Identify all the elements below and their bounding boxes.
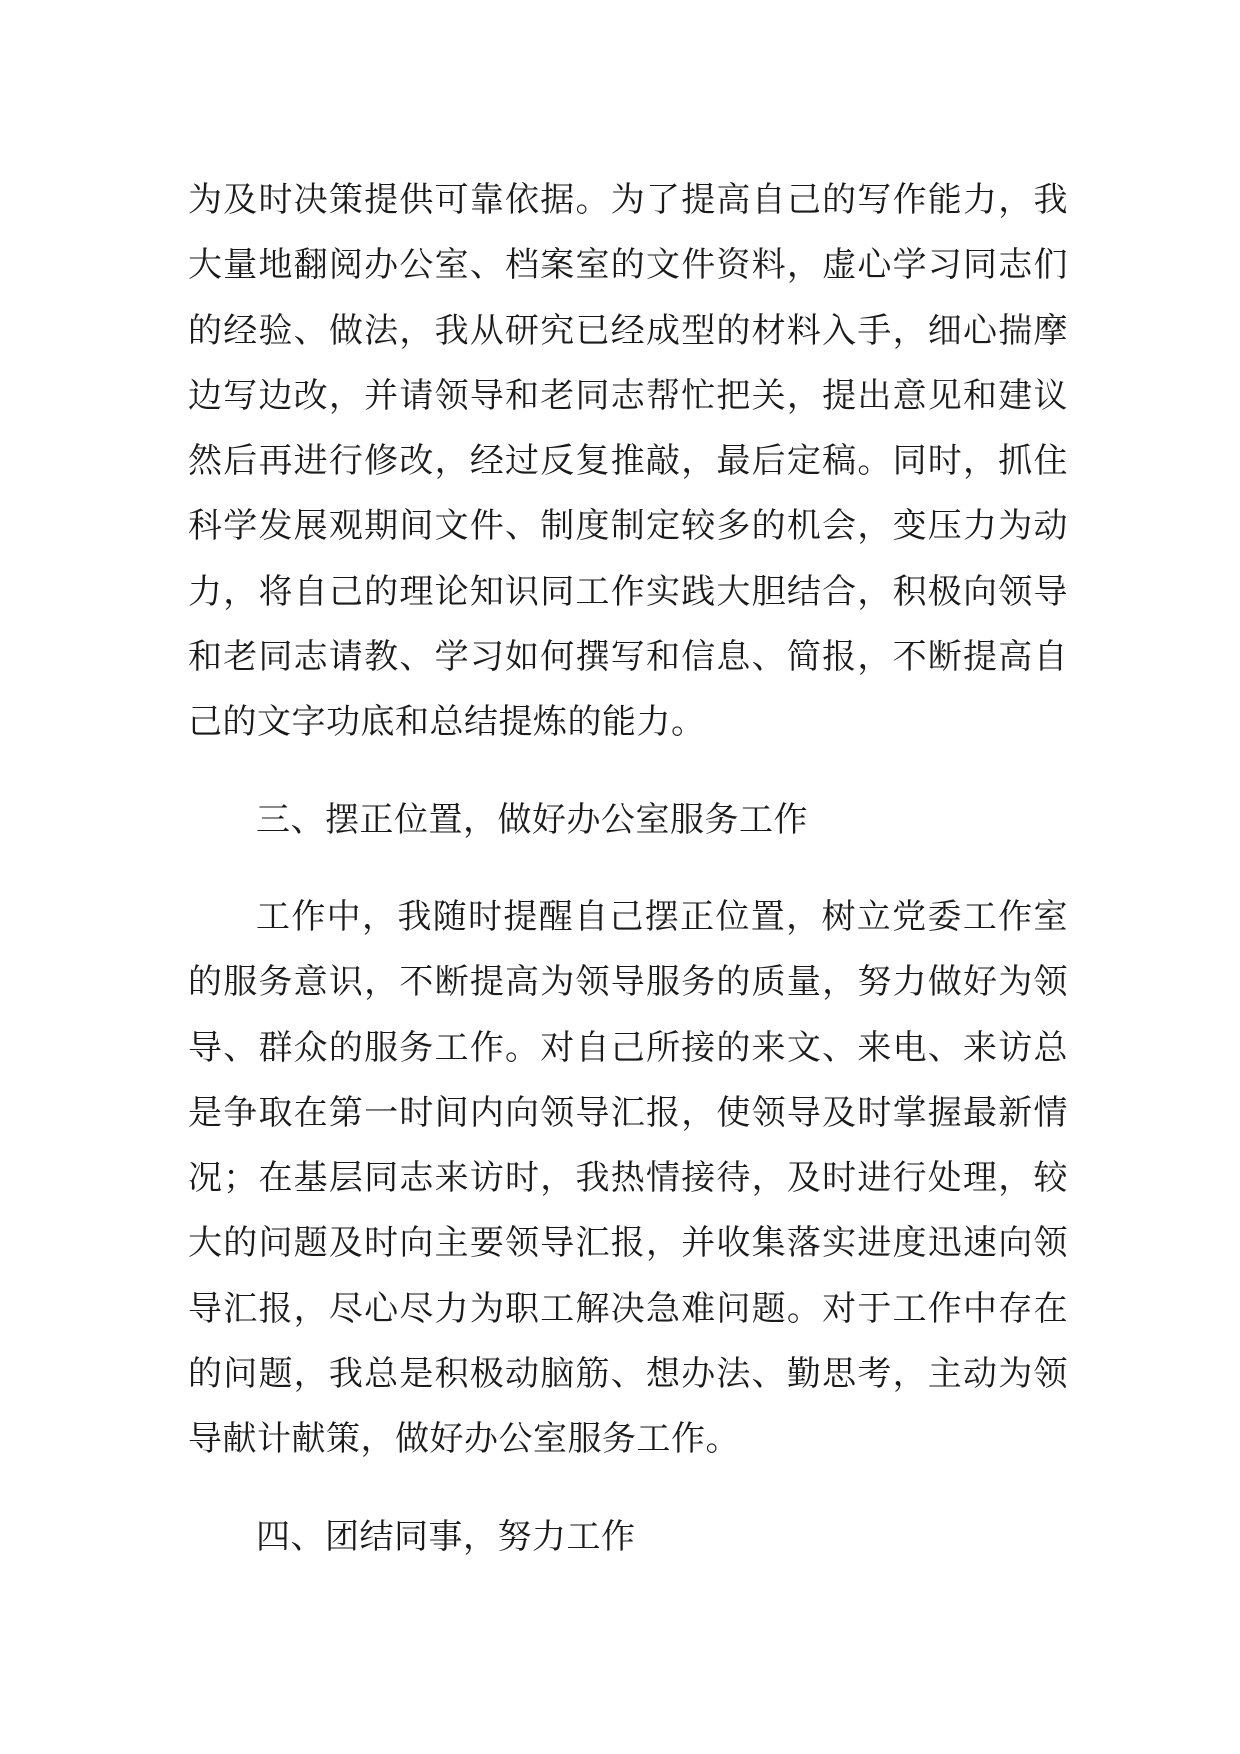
section-heading-4: 四、团结同事，努力工作 bbox=[256, 1516, 636, 1557]
paragraph-spacer bbox=[188, 1473, 1068, 1505]
document-page bbox=[188, 168, 1068, 1570]
paragraph-writing-ability: 为及时决策提供可靠依据。为了提高自己的写作能力，我大量地翻阅办公室、档案室的文件资料，虚心学习同志们的经验、做法，我从研究已经成型的材料入手，细心揣摩边写边改，并请领导和老同志帮忙把关，提出意见和建议然后再进行修改，经过反复推敲，最后定稿。同时，抓住科学发展观期间文件、制度制定较多的机会，变压力为动力，将自己的理论知识同工作实践大胆结合，积极向领导和老同志请教、学习如何撰写和信息、简报，不断提高自己的文字功底和总结提炼的能力。 bbox=[188, 180, 1068, 743]
section-heading-3: 三、摆正位置，做好办公室服务工作 bbox=[256, 799, 808, 840]
paragraph-spacer bbox=[188, 853, 1068, 885]
paragraph-spacer bbox=[188, 756, 1068, 788]
paragraph-service-work: 工作中，我随时提醒自己摆正位置，树立党委工作室的服务意识，不断提高为领导服务的质量，努力做好为领导、群众的服务工作。对自己所接的来文、来电、来访总是争取在第一时间内向领导汇报，使领导及时掌握最新情况；在基层同志来访时，我热情接待，及时进行处理，较大的问题及时向主要领导汇报，并收集落实进度迅速向领导汇报，尽心尽力为职工解决急难问题。对于工作中存在的问题，我总是积极动脑筋、想办法、勤思考，主动为领导献计献策，做好办公室服务工作。 bbox=[188, 896, 1068, 1460]
